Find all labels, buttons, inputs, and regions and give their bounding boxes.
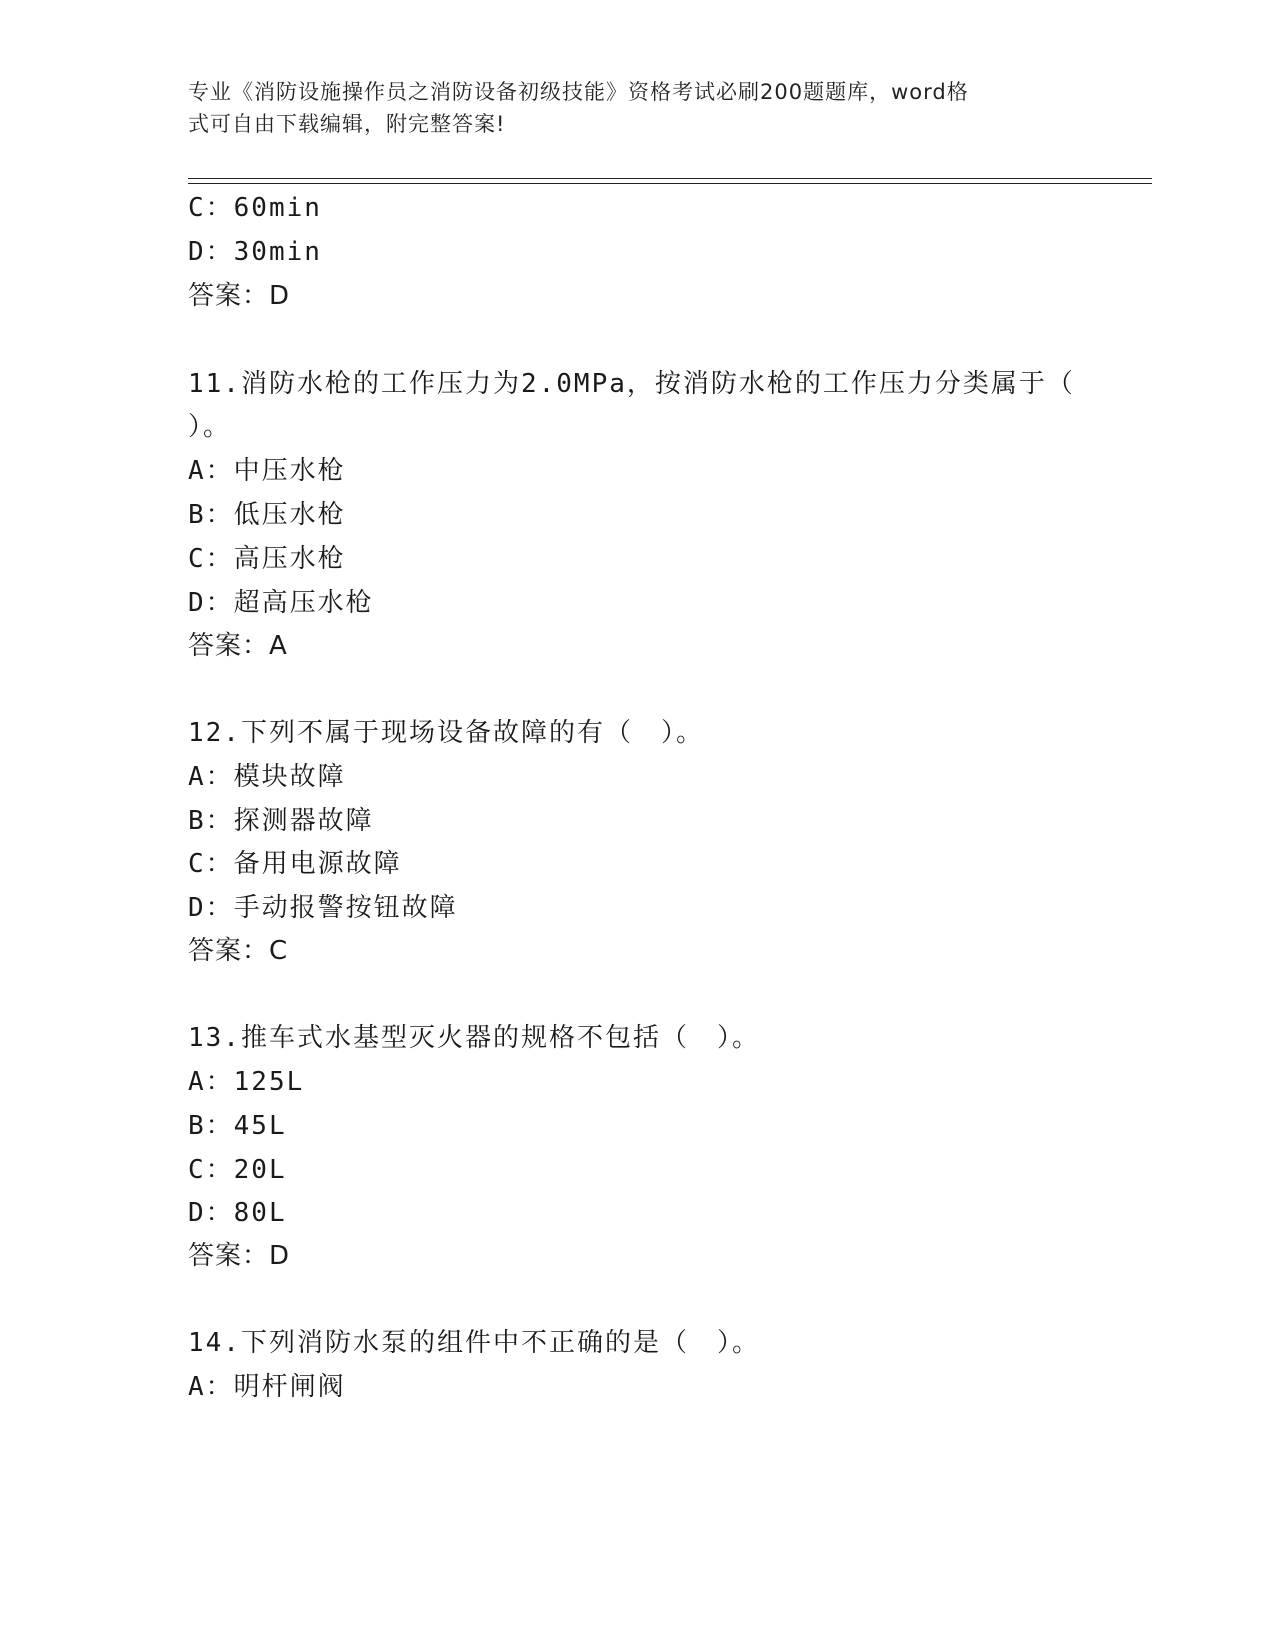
q13-answer: 答案：D <box>188 1241 291 1271</box>
header-divider-bottom <box>188 183 1152 184</box>
q11-option-b: B：低压水枪 <box>188 500 346 530</box>
q11-stem-line-1: 11.消防水枪的工作压力为2.0MPa，按消防水枪的工作压力分类属于（ <box>188 369 1075 399</box>
prev-option-c: C：60min <box>188 193 322 223</box>
prev-answer: 答案：D <box>188 281 291 311</box>
q12-answer: 答案：C <box>188 936 289 966</box>
q11-option-a: A：中压水枪 <box>188 456 346 486</box>
header-line-2: 式可自由下载编辑，附完整答案! <box>188 112 506 136</box>
q11-option-c: C：高压水枪 <box>188 544 346 574</box>
q11-stem-line-2: ）。 <box>188 412 232 442</box>
prev-option-d: D：30min <box>188 237 322 267</box>
q11-answer: 答案：A <box>188 631 288 661</box>
q12-option-d: D：手动报警按钮故障 <box>188 893 458 923</box>
q13-option-b: B：45L <box>188 1111 287 1141</box>
q13-option-d: D：80L <box>188 1198 287 1228</box>
q12-stem: 12.下列不属于现场设备故障的有（ ）。 <box>188 718 704 748</box>
q13-stem: 13.推车式水基型灭火器的规格不包括（ ）。 <box>188 1023 760 1053</box>
header-line-1: 专业《消防设施操作员之消防设备初级技能》资格考试必刷200题题库，word格 <box>188 80 969 104</box>
q12-option-a: A：模块故障 <box>188 762 346 792</box>
q14-stem: 14.下列消防水泵的组件中不正确的是（ ）。 <box>188 1328 760 1358</box>
q14-option-a: A：明杆闸阀 <box>188 1372 346 1402</box>
q11-option-d: D：超高压水枪 <box>188 588 374 618</box>
q13-option-c: C：20L <box>188 1155 287 1185</box>
q12-option-c: C：备用电源故障 <box>188 849 402 879</box>
q13-option-a: A：125L <box>188 1067 305 1097</box>
document-header <box>188 76 1068 140</box>
header-divider-top <box>188 178 1152 179</box>
q12-option-b: B：探测器故障 <box>188 806 374 836</box>
